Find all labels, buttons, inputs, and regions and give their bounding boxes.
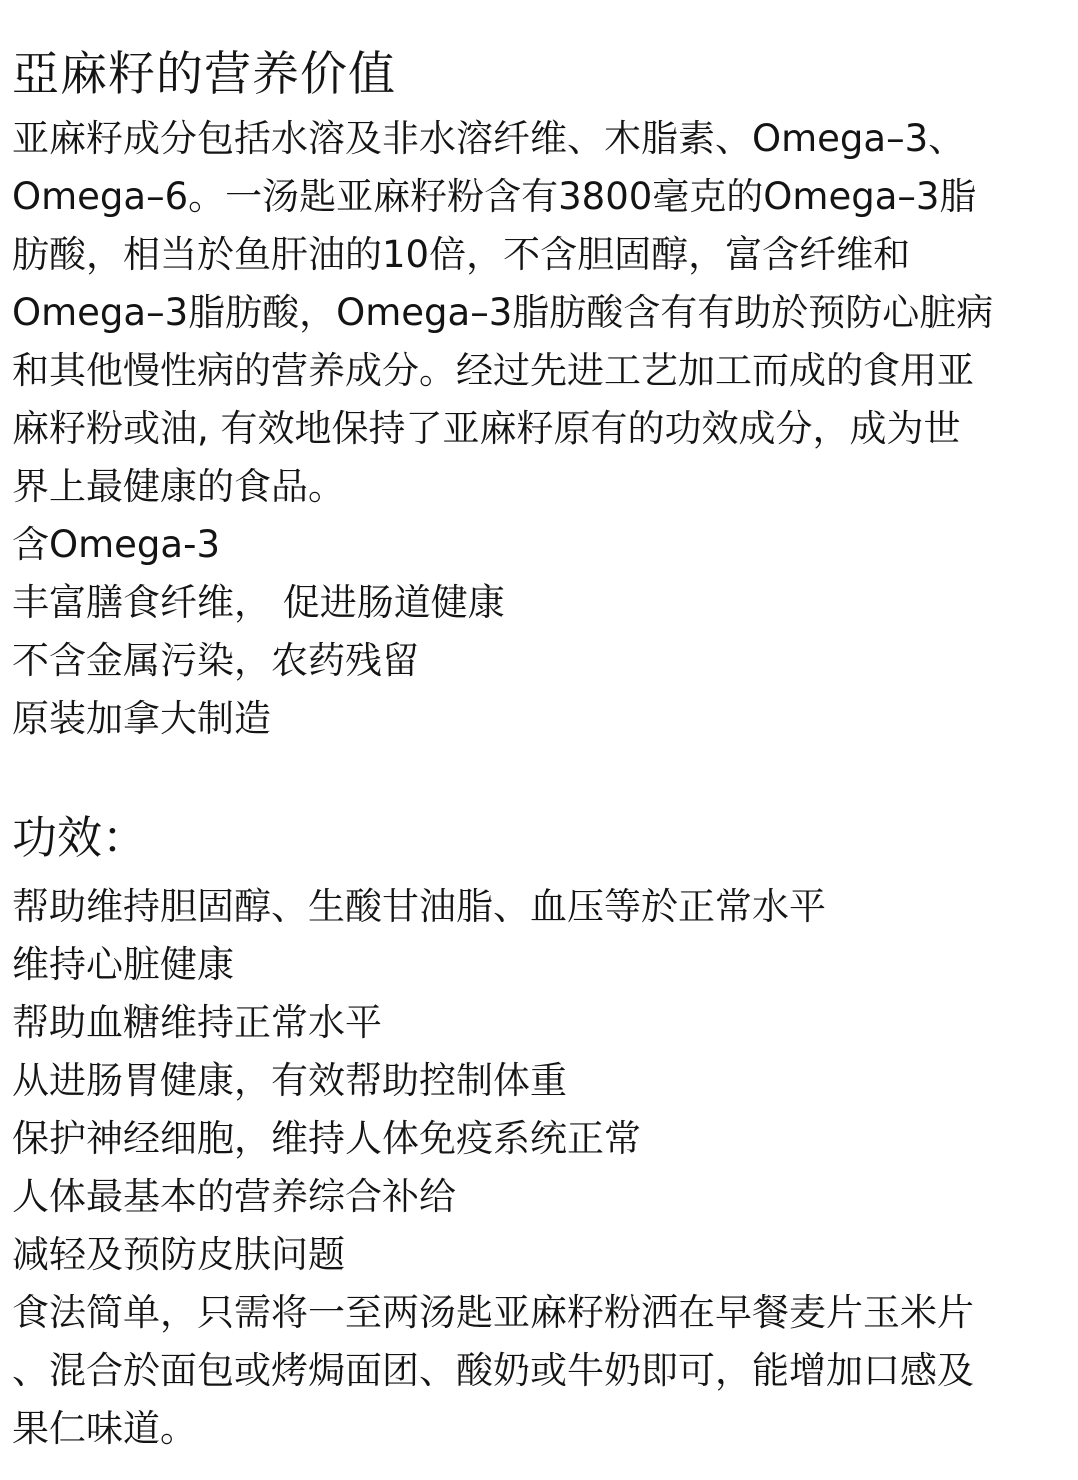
intro-line: 界上最健康的食品。 <box>12 465 345 508</box>
intro-line: 肪酸，相当於鱼肝油的10倍，不含胆固醇，富含纤维和 <box>12 233 911 276</box>
benefit-item: 保护神经细胞，维持人体免疫系统正常 <box>12 1117 641 1160</box>
benefit-item: 从进肠胃健康，有效帮助控制体重 <box>12 1059 567 1102</box>
benefit-item: 帮助血糖维持正常水平 <box>12 1001 382 1044</box>
intro-line: 麻籽粉或油, 有效地保持了亚麻籽原有的功效成分，成为世 <box>12 407 961 450</box>
article <box>12 40 1072 1458</box>
benefit-item: 维持心脏健康 <box>12 943 234 986</box>
intro-line: Omega–3脂肪酸，Omega–3脂肪酸含有有助於预防心脏病 <box>12 291 994 334</box>
usage-paragraph <box>12 1284 1072 1458</box>
usage-line: 食法简单，只需将一至两汤匙亚麻籽粉洒在早餐麦片玉米片 <box>12 1291 974 1334</box>
intro-line: 和其他慢性病的营养成分。经过先进工艺加工而成的食用亚 <box>12 349 974 392</box>
features-list <box>12 516 1072 748</box>
intro-line: Omega–6。一汤匙亚麻籽粉含有3800毫克的Omega–3脂 <box>12 175 977 218</box>
benefits-list <box>12 878 1072 1284</box>
usage-line: 、混合於面包或烤焗面团、酸奶或牛奶即可，能增加口感及 <box>12 1349 974 1392</box>
section-spacer <box>12 748 1072 798</box>
intro-paragraph <box>12 110 1072 516</box>
feature-item: 含Omega-3 <box>12 523 220 566</box>
feature-item: 原装加拿大制造 <box>12 697 271 740</box>
benefit-item: 人体最基本的营养综合补给 <box>12 1175 456 1218</box>
feature-item: 丰富膳食纤维， 促进肠道健康 <box>12 581 505 624</box>
feature-item: 不含金属污染，农药残留 <box>12 639 419 682</box>
intro-line: 亚麻籽成分包括水溶及非水溶纤维、木脂素、Omega–3、 <box>12 117 966 160</box>
benefit-item: 帮助维持胆固醇、生酸甘油脂、血压等於正常水平 <box>12 885 826 928</box>
page-title: 亞麻籽的营养价值 <box>12 47 396 102</box>
benefit-item: 减轻及预防皮肤问题 <box>12 1233 345 1276</box>
usage-line: 果仁味道。 <box>12 1407 197 1450</box>
benefits-heading: 功效： <box>12 811 148 864</box>
